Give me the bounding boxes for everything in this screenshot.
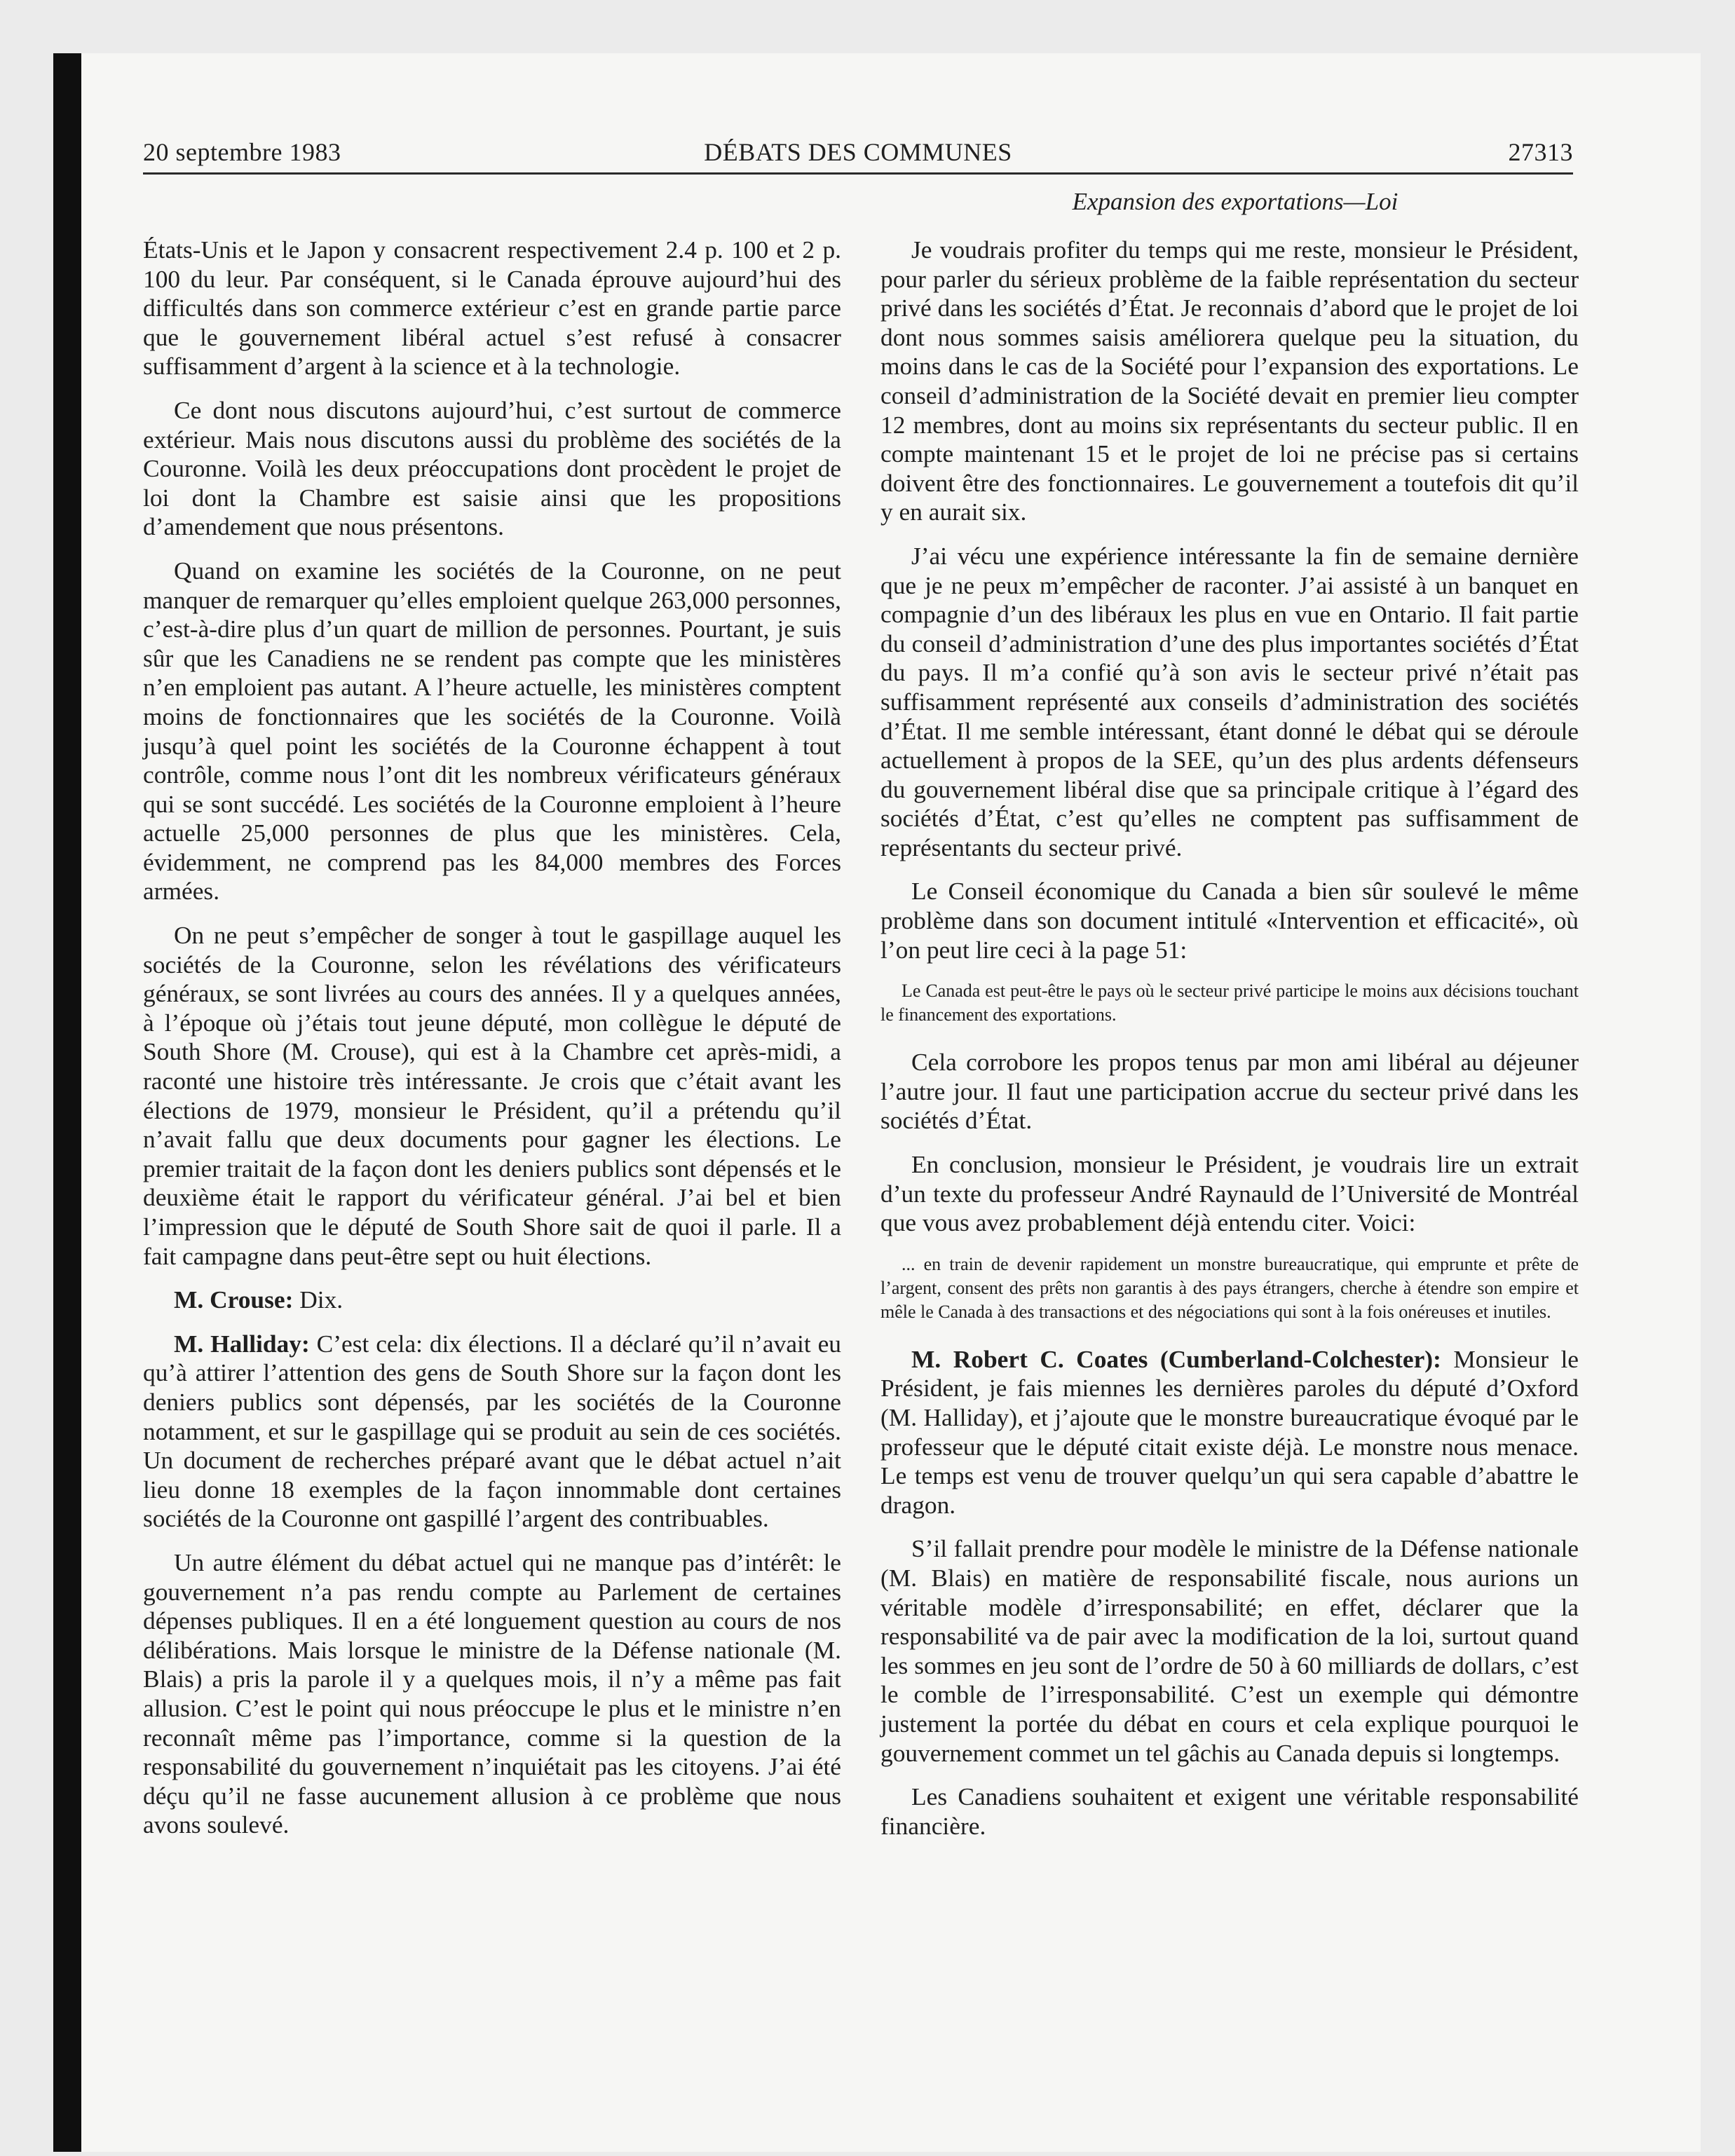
speech-text: Monsieur le Président, je fais miennes les dernières paroles du député d’Oxford (M. Halliday), et j’ajoute que le monstre bureaucratique évoqué par le professeur que le député citait existe déjà. Le monstre nous menace. Le temps est venu de trouver quelqu’un qui sera capable d’abattre le dragon.	[880, 1344, 1579, 1519]
speaker-name: M. Crouse:	[174, 1285, 294, 1314]
header-title: DÉBATS DES COMMUNES	[704, 138, 1012, 166]
scan-edge-bar	[53, 53, 81, 2152]
speech-text: C’est cela: dix élections. Il a déclaré qu’il n’avait eu qu’à attirer l’attention des gens de South Shore sur la façon dont les deniers publics sont dépensés, par les sociétés de la Couronne notamment, et sur le gaspillage qui se produit au sein de ces sociétés. Un document de recherches préparé avant que le débat actuel n’ait lieu donne 18 exemples de la façon innommable dont certaines sociétés de la Couronne ont gaspillé l’argent des contribuables.	[143, 1329, 841, 1533]
paragraph: Je voudrais profiter du temps qui me reste, monsieur le Président, pour parler du sérieux problème de la faible représentation du secteur privé dans les sociétés d’État. Je reconnais d’abord que le projet de loi dont nous sommes saisis améliorera quelque peu la situation, du moins dans le cas de la Société pour l’expansion des exportations. Le conseil d’administration de la Société devait en premier lieu compter 12 membres, dont au moins six représentants du secteur public. Il en compte maintenant 15 et le projet de loi ne précise pas si certains doivent être des fonctionnaires. Le gouvernement a toutefois dit qu’il y en aurait six.	[880, 236, 1579, 526]
speaker-name: M. Halliday:	[174, 1329, 310, 1358]
paragraph: J’ai vécu une expérience intéressante la fin de semaine dernière que je ne peux m’empêcher de raconter. J’ai assisté à un banquet en compagnie d’un des libéraux les plus en vue en Ontario. Il fait partie du conseil d’administration d’une des plus importantes sociétés d’État du pays. Il m’a confié qu’à son avis le secteur privé n’était pas suffisamment représenté aux conseils d’administration des sociétés d’État. Il me semble intéressant, étant donné le débat qui se déroule actuellement à propos de la SEE, qu’un des plus ardents défenseurs du gouvernement libéral dise que sa principale critique à l’égard des sociétés d’État, c’est qu’elles ne comptent pas suffisamment de représentants du secteur privé.	[880, 541, 1579, 861]
block-quote: Le Canada est peut-être le pays où le secteur privé participe le moins aux décisions touchant le financement des exportations.	[880, 981, 1579, 1025]
paragraph: Le Conseil économique du Canada a bien sûr soulevé le même problème dans son document intitulé «Intervention et efficacité», où l’on peut lire ceci à la page 51:	[880, 877, 1579, 964]
header-page-number: 27313	[1508, 138, 1573, 166]
left-column	[143, 236, 841, 1855]
paragraph: Un autre élément du débat actuel qui ne manque pas d’intérêt: le gouvernement n’a pas rendu compte au Parlement de certaines dépenses publiques. Il en a été longuement question au cours de nos délibérations. Mais lorsque le ministre de la Défense nationale (M. Blais) a pris la parole il y a quelques mois, il n’y a même pas fait allusion. C’est le point qui nous préoccupe le plus et le ministre n’en reconnaît même pas l’importance, comme si la question de la responsabilité du gouvernement n’inquiétait pas les citoyens. J’ai été déçu qu’il ne fasse aucunement allusion à ce problème que nous avons soulevé.	[143, 1548, 841, 1839]
block-quote: ... en train de devenir rapidement un monstre bureaucratique, qui emprunte et prête de l’argent, consent des prêts non garantis à des pays étrangers, cherche à étendre son empire et mêle le Canada à des transactions et des négociations qui sont à la fois onéreuses et inutiles.	[880, 1253, 1579, 1322]
speech-coates	[880, 1345, 1579, 1520]
paragraph: Ce dont nous discutons aujourd’hui, c’est surtout de commerce extérieur. Mais nous discutons aussi du problème des sociétés de la Couronne. Voilà les deux préoccupations dont procèdent le projet de loi dont la Chambre est saisie ainsi que les propositions d’amendement que nous présentons.	[143, 395, 841, 541]
paragraph: Quand on examine les sociétés de la Couronne, on ne peut manquer de remarquer qu’elles emploient quelque 263,000 personnes, c’est-à-dire plus d’un quart de million de personnes. Pourtant, je suis sûr que les Canadiens ne se rendent pas compte que les ministères n’en emploient pas autant. A l’heure actuelle, les ministères comptent moins de fonctionnaires que les sociétés de la Couronne. Voilà jusqu’à quel point les sociétés de la Couronne échappent à tout contrôle, comme nous l’ont dit les nombreux vérificateurs généraux qui se sont succédé. Les sociétés de la Couronne emploient à l’heure actuelle 25,000 personnes de plus que les ministères. Cela, évidemment, ne comprend pas les 84,000 membres des Forces armées.	[143, 556, 841, 906]
paragraph: Les Canadiens souhaitent et exigent une véritable responsabilité financière.	[880, 1782, 1579, 1840]
header-date: 20 septembre 1983	[143, 138, 341, 166]
paragraph: S’il fallait prendre pour modèle le ministre de la Défense nationale (M. Blais) en matière de responsabilité fiscale, nous aurions un véritable modèle d’irresponsabilité; en effet, déclarer que la responsabilité va de pair avec la modification de la loi, surtout quand les sommes en jeu sont de l’ordre de 50 à 60 milliards de dollars, c’est le comble de l’irresponsabilité. C’est un exemple qui démontre justement la portée du débat en cours et cela explique pourquoi le gouvernement commet un tel gâchis au Canada depuis si longtemps.	[880, 1534, 1579, 1767]
paragraph: Cela corrobore les propos tenus par mon ami libéral au déjeuner l’autre jour. Il faut une participation accrue du secteur privé dans les sociétés d’État.	[880, 1048, 1579, 1135]
speaker-name: M. Robert C. Coates (Cumberland-Colchester):	[911, 1344, 1441, 1373]
paragraph: En conclusion, monsieur le Président, je voudrais lire un extrait d’un texte du professeur André Raynauld de l’Université de Montréal que vous avez probablement déjà entendu citer. Voici:	[880, 1150, 1579, 1237]
speech-halliday	[143, 1330, 841, 1534]
header-rule	[143, 172, 1573, 175]
running-header	[143, 137, 1573, 174]
speech-crouse	[143, 1285, 841, 1315]
paragraph: On ne peut s’empêcher de songer à tout le gaspillage auquel les sociétés de la Couronne, selon les révélations des vérificateurs généraux, se sont livrées au cours des années. Il y a quelques années, à l’époque où j’étais tout jeune député, mon collègue le député de South Shore (M. Crouse), qui est à la Chambre cet après-midi, a raconté une histoire très intéressante. Je crois que c’était avant les élections de 1979, monsieur le Président, qu’il a prétendu qu’il n’avait fallu que deux documents pour gagner les élections. Le premier traitait de la façon dont les deniers publics sont dépensés et le deuxième était le rapport du vérificateur général. J’ai bel et bien l’impression que le député de South Shore sait de quoi il parle. Il a fait campagne dans peut-être sept ou huit élections.	[143, 921, 841, 1270]
section-subject: Expansion des exportations—Loi	[1072, 188, 1399, 215]
speech-text: Dix.	[293, 1285, 343, 1314]
right-column	[880, 236, 1579, 1855]
paragraph: États-Unis et le Japon y consacrent respectivement 2.4 p. 100 et 2 p. 100 du leur. Par conséquent, si le Canada éprouve aujourd’hui des difficultés dans son commerce extérieur c’est en grande partie parce que le gouvernement libéral actuel s’est refusé à consacrer suffisamment d’argent à la science et à la technologie.	[143, 236, 841, 381]
